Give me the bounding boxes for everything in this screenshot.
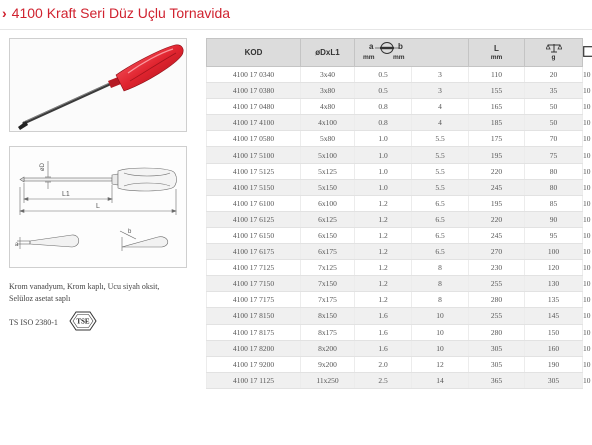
spec-table bbox=[206, 38, 591, 389]
cell-kod: 4100 17 8200 bbox=[207, 340, 301, 356]
cell-weight: 150 bbox=[525, 324, 583, 340]
cell-b: 3 bbox=[412, 67, 469, 83]
table-row: 4100 17 4100 4x100 0.8 4 185 50 10 bbox=[207, 115, 583, 131]
cell-weight: 75 bbox=[525, 147, 583, 163]
cell-b: 6.5 bbox=[412, 244, 469, 260]
table-row: 4100 17 8150 8x150 1.6 10 255 145 10 bbox=[207, 308, 583, 324]
cell-dxl1: 7x175 bbox=[301, 292, 355, 308]
cell-dxl1: 5x80 bbox=[301, 131, 355, 147]
col-header-l-label: L bbox=[494, 43, 499, 53]
cell-b: 5.5 bbox=[412, 179, 469, 195]
cell-dxl1: 4x100 bbox=[301, 115, 355, 131]
col-header-ab bbox=[355, 39, 469, 67]
l1-label: L1 bbox=[62, 191, 70, 198]
cell-a: 1.6 bbox=[355, 308, 412, 324]
cell-l: 175 bbox=[469, 131, 525, 147]
cell-l: 195 bbox=[469, 195, 525, 211]
cell-a: 1.2 bbox=[355, 260, 412, 276]
tse-logo bbox=[66, 311, 100, 331]
cell-b: 6.5 bbox=[412, 227, 469, 243]
table-row: 4100 17 5125 5x125 1.0 5.5 220 80 10 bbox=[207, 163, 583, 179]
cell-a: 1.0 bbox=[355, 179, 412, 195]
cell-a: 1.0 bbox=[355, 131, 412, 147]
cell-l: 280 bbox=[469, 292, 525, 308]
cell-l: 220 bbox=[469, 163, 525, 179]
cell-dxl1: 11x250 bbox=[301, 372, 355, 388]
col-header-a: a bbox=[369, 42, 374, 51]
cell-kod: 4100 17 1125 bbox=[207, 372, 301, 388]
cell-kod: 4100 17 8175 bbox=[207, 324, 301, 340]
cell-dxl1: 6x175 bbox=[301, 244, 355, 260]
cell-kod: 4100 17 7125 bbox=[207, 260, 301, 276]
cell-kod: 4100 17 0340 bbox=[207, 67, 301, 83]
cell-weight: 90 bbox=[525, 211, 583, 227]
col-header-l-unit: mm bbox=[490, 53, 503, 61]
cell-weight: 35 bbox=[525, 83, 583, 99]
table-row: 4100 17 1125 11x250 2.5 14 365 305 10 bbox=[207, 372, 583, 388]
scale-icon bbox=[546, 43, 562, 53]
cell-kod: 4100 17 5100 bbox=[207, 147, 301, 163]
cell-a: 1.2 bbox=[355, 244, 412, 260]
table-row: 4100 17 0480 4x80 0.8 4 165 50 10 bbox=[207, 99, 583, 115]
cell-b: 4 bbox=[412, 115, 469, 131]
cell-dxl1: 5x150 bbox=[301, 179, 355, 195]
cell-a: 1.2 bbox=[355, 276, 412, 292]
col-header-dxl1: øDxL1 bbox=[301, 39, 355, 67]
cell-dxl1: 3x80 bbox=[301, 83, 355, 99]
cell-weight: 50 bbox=[525, 115, 583, 131]
cell-weight: 80 bbox=[525, 179, 583, 195]
cell-l: 280 bbox=[469, 324, 525, 340]
cell-b: 8 bbox=[412, 292, 469, 308]
cell-a: 1.0 bbox=[355, 147, 412, 163]
cell-b: 10 bbox=[412, 324, 469, 340]
blade-profile-icon bbox=[375, 41, 399, 55]
standard-code: TS ISO 2380-1 bbox=[9, 318, 58, 327]
product-photo bbox=[9, 38, 187, 132]
cell-dxl1: 7x150 bbox=[301, 276, 355, 292]
cell-b: 6.5 bbox=[412, 195, 469, 211]
page-title bbox=[0, 2, 592, 24]
cell-a: 0.8 bbox=[355, 115, 412, 131]
col-header-l bbox=[469, 39, 525, 67]
cell-b: 12 bbox=[412, 356, 469, 372]
table-row: 4100 17 8175 8x175 1.6 10 280 150 10 bbox=[207, 324, 583, 340]
cell-l: 245 bbox=[469, 227, 525, 243]
material-description bbox=[9, 281, 195, 305]
cell-kod: 4100 17 0580 bbox=[207, 131, 301, 147]
cell-weight: 80 bbox=[525, 163, 583, 179]
cell-weight: 130 bbox=[525, 276, 583, 292]
cell-dxl1: 9x200 bbox=[301, 356, 355, 372]
cell-l: 365 bbox=[469, 372, 525, 388]
cell-dxl1: 4x80 bbox=[301, 99, 355, 115]
cell-dxl1: 6x150 bbox=[301, 227, 355, 243]
table-body bbox=[207, 67, 591, 389]
technical-drawing bbox=[9, 146, 187, 268]
col-header-b-unit: mm bbox=[393, 54, 405, 61]
cell-b: 8 bbox=[412, 276, 469, 292]
cell-dxl1: 7x125 bbox=[301, 260, 355, 276]
b-label: b bbox=[128, 229, 132, 235]
cell-weight: 120 bbox=[525, 260, 583, 276]
cell-kod: 4100 17 8150 bbox=[207, 308, 301, 324]
cell-l: 270 bbox=[469, 244, 525, 260]
table-row: 4100 17 0380 3x80 0.5 3 155 35 10 bbox=[207, 83, 583, 99]
cell-a: 1.2 bbox=[355, 195, 412, 211]
table-row: 4100 17 6100 6x100 1.2 6.5 195 85 10 bbox=[207, 195, 583, 211]
cell-l: 230 bbox=[469, 260, 525, 276]
table-row: 4100 17 8200 8x200 1.6 10 305 160 10 bbox=[207, 340, 583, 356]
cell-a: 0.8 bbox=[355, 99, 412, 115]
a-label: a bbox=[15, 242, 19, 248]
cell-dxl1: 8x200 bbox=[301, 340, 355, 356]
cell-dxl1: 8x175 bbox=[301, 324, 355, 340]
cell-b: 10 bbox=[412, 308, 469, 324]
cell-b: 5.5 bbox=[412, 163, 469, 179]
cell-a: 0.5 bbox=[355, 83, 412, 99]
cell-kod: 4100 17 6100 bbox=[207, 195, 301, 211]
cell-weight: 305 bbox=[525, 372, 583, 388]
cell-weight: 95 bbox=[525, 227, 583, 243]
cell-dxl1: 3x40 bbox=[301, 67, 355, 83]
cell-b: 14 bbox=[412, 372, 469, 388]
col-header-a-unit: mm bbox=[363, 54, 375, 61]
cell-b: 6.5 bbox=[412, 211, 469, 227]
cell-weight: 70 bbox=[525, 131, 583, 147]
description-line-1: Krom vanadyum, Krom kaplı, Ucu siyah oksit, bbox=[9, 282, 160, 291]
cell-a: 1.6 bbox=[355, 340, 412, 356]
table-row: 4100 17 6125 6x125 1.2 6.5 220 90 10 bbox=[207, 211, 583, 227]
cell-kod: 4100 17 7175 bbox=[207, 292, 301, 308]
box-icon bbox=[583, 46, 592, 57]
col-header-weight-unit: g bbox=[551, 54, 556, 61]
cell-a: 1.6 bbox=[355, 324, 412, 340]
cell-weight: 20 bbox=[525, 67, 583, 83]
description-line-2: Selüloz asetat saplı bbox=[9, 294, 71, 303]
tse-logo-text: TSE bbox=[76, 317, 90, 326]
cell-a: 1.0 bbox=[355, 163, 412, 179]
table-row: 4100 17 7175 7x175 1.2 8 280 135 10 bbox=[207, 292, 583, 308]
cell-l: 165 bbox=[469, 99, 525, 115]
cell-dxl1: 8x150 bbox=[301, 308, 355, 324]
cell-kod: 4100 17 9200 bbox=[207, 356, 301, 372]
cell-weight: 135 bbox=[525, 292, 583, 308]
screwdriver-image bbox=[10, 39, 186, 131]
chevron-right-icon: › bbox=[2, 5, 7, 21]
col-header-b: b bbox=[398, 42, 403, 51]
table-row: 4100 17 6150 6x150 1.2 6.5 245 95 10 bbox=[207, 227, 583, 243]
table-row: 4100 17 5100 5x100 1.0 5.5 195 75 10 bbox=[207, 147, 583, 163]
cell-kod: 4100 17 5150 bbox=[207, 179, 301, 195]
cell-dxl1: 5x100 bbox=[301, 147, 355, 163]
cell-kod: 4100 17 6125 bbox=[207, 211, 301, 227]
cell-kod: 4100 17 0480 bbox=[207, 99, 301, 115]
cell-l: 195 bbox=[469, 147, 525, 163]
table-row: 4100 17 9200 9x200 2.0 12 305 190 10 bbox=[207, 356, 583, 372]
cell-l: 255 bbox=[469, 308, 525, 324]
cell-l: 110 bbox=[469, 67, 525, 83]
cell-dxl1: 6x100 bbox=[301, 195, 355, 211]
cell-weight: 190 bbox=[525, 356, 583, 372]
cell-l: 185 bbox=[469, 115, 525, 131]
cell-b: 10 bbox=[412, 340, 469, 356]
cell-b: 5.5 bbox=[412, 131, 469, 147]
cell-l: 305 bbox=[469, 356, 525, 372]
cell-a: 2.5 bbox=[355, 372, 412, 388]
cell-weight: 160 bbox=[525, 340, 583, 356]
cell-b: 5.5 bbox=[412, 147, 469, 163]
cell-dxl1: 6x125 bbox=[301, 211, 355, 227]
cell-kod: 4100 17 6175 bbox=[207, 244, 301, 260]
cell-l: 245 bbox=[469, 179, 525, 195]
cell-b: 4 bbox=[412, 99, 469, 115]
cell-kod: 4100 17 5125 bbox=[207, 163, 301, 179]
cell-a: 1.2 bbox=[355, 211, 412, 227]
cell-b: 8 bbox=[412, 260, 469, 276]
cell-l: 155 bbox=[469, 83, 525, 99]
table-row: 4100 17 0580 5x80 1.0 5.5 175 70 10 bbox=[207, 131, 583, 147]
diameter-label: øD bbox=[40, 163, 46, 171]
cell-l: 255 bbox=[469, 276, 525, 292]
cell-weight: 85 bbox=[525, 195, 583, 211]
cell-a: 1.2 bbox=[355, 292, 412, 308]
cell-b: 3 bbox=[412, 83, 469, 99]
cell-kod: 4100 17 7150 bbox=[207, 276, 301, 292]
cell-a: 0.5 bbox=[355, 67, 412, 83]
table-row: 4100 17 6175 6x175 1.2 6.5 270 100 10 bbox=[207, 244, 583, 260]
col-header-weight bbox=[525, 39, 583, 67]
cell-l: 220 bbox=[469, 211, 525, 227]
cell-a: 2.0 bbox=[355, 356, 412, 372]
col-header-kod: KOD bbox=[207, 39, 301, 67]
cell-weight: 50 bbox=[525, 99, 583, 115]
cell-kod: 4100 17 4100 bbox=[207, 115, 301, 131]
title-divider bbox=[0, 29, 592, 30]
cell-kod: 4100 17 0380 bbox=[207, 83, 301, 99]
table-row: 4100 17 0340 3x40 0.5 3 110 20 10 bbox=[207, 67, 583, 83]
cell-weight: 145 bbox=[525, 308, 583, 324]
table-row: 4100 17 7125 7x125 1.2 8 230 120 10 bbox=[207, 260, 583, 276]
dimension-drawing bbox=[10, 147, 186, 267]
cell-kod: 4100 17 6150 bbox=[207, 227, 301, 243]
table-row: 4100 17 7150 7x150 1.2 8 255 130 10 bbox=[207, 276, 583, 292]
cell-dxl1: 5x125 bbox=[301, 163, 355, 179]
table-row: 4100 17 5150 5x150 1.0 5.5 245 80 10 bbox=[207, 179, 583, 195]
page-title-text: 4100 Kraft Seri Düz Uçlu Tornavida bbox=[11, 5, 231, 21]
cell-weight: 100 bbox=[525, 244, 583, 260]
table-header-row bbox=[207, 39, 583, 67]
l-label: L bbox=[96, 203, 100, 210]
cell-l: 305 bbox=[469, 340, 525, 356]
cell-a: 1.2 bbox=[355, 227, 412, 243]
